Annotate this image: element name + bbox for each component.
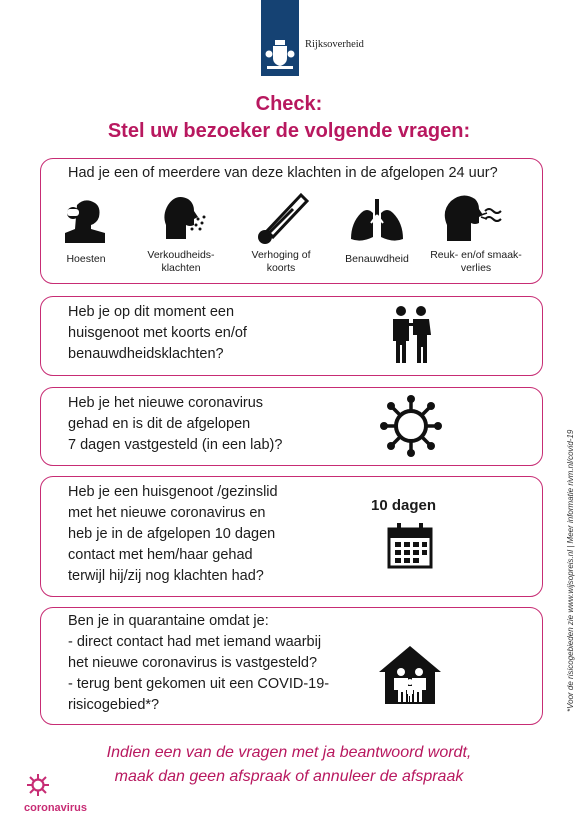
question-card-contact (40, 476, 543, 597)
days-label: 10 dagen (371, 497, 437, 514)
question-card-symptoms (40, 158, 543, 284)
question-card-quarantine (40, 607, 543, 725)
question-text: Heb je een huisgenoot /gezinslid met het nieuwe coronavirus en heb je in de afgelopen 10 dagen contact met hem/haar gehad terwijl hij/zij nog klachten had? (68, 484, 278, 584)
side-footnote: *Voor de risicogebieden zie www.wijsopreis.nl | Meer informatie rivm.nl/covid-19 (566, 429, 575, 712)
symptom-label: Verhoging of koorts (251, 249, 311, 274)
question-card-infected (40, 387, 543, 466)
page-subtitle: Stel uw bezoeker de volgende vragen: (107, 120, 471, 142)
question-text: Heb je het nieuwe coronavirus gehad en is dit de afgelopen 7 dagen vastgesteld (in een lab)? (68, 395, 283, 453)
family-icon (389, 305, 433, 365)
lungs-icon (349, 199, 405, 243)
thermometer-icon (253, 191, 313, 247)
coat-of-arms-icon (265, 38, 295, 72)
symptom-label: Hoesten (66, 253, 106, 265)
sneezing-person-icon (156, 193, 208, 241)
symptom-label: Reuk- en/of smaak- verlies (430, 249, 522, 274)
calendar-icon (387, 523, 433, 569)
footer-note (0, 741, 578, 789)
smell-taste-loss-icon (441, 193, 505, 243)
footer-line-2: maak dan geen afspraak of annuleer de afspraak (114, 768, 464, 785)
house-family-icon (379, 646, 441, 704)
brand-name: Rijksoverheid (305, 39, 364, 50)
page-title: Check: (255, 93, 323, 115)
virus-icon (379, 394, 443, 458)
question-text: Heb je op dit moment een huisgenoot met koorts en/of benauwdheidsklachten? (68, 304, 247, 362)
footer-line-1: Indien een van de vragen met ja beantwoord wordt, (106, 744, 472, 761)
coronavirus-logo-icon (26, 772, 50, 798)
symptom-label: Benauwdheid (345, 253, 409, 265)
symptom-label: Verkoudheids- klachten (147, 249, 215, 274)
rijksoverheid-logo-bar (261, 0, 299, 76)
coughing-person-icon (63, 195, 111, 243)
coronavirus-logo-text: coronavirus (24, 802, 87, 814)
question-text: Ben je in quarantaine omdat je: - direct contact had met iemand waarbij het nieuwe coronavirus is vastgesteld? - terug bent gekomen uit een COVID-19- risicogebied*? (68, 613, 330, 713)
question-card-housemate (40, 296, 543, 376)
question-text: Had je een of meerdere van deze klachten in de afgelopen 24 uur? (68, 165, 498, 181)
